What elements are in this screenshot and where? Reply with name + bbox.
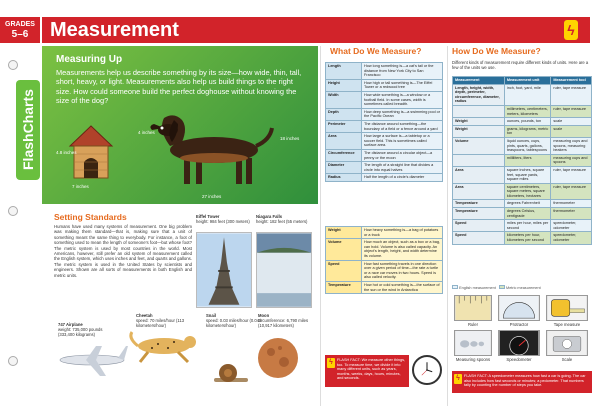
flash-fact-text: FLASH FACT: A speedometer measures how fast a car is going. The car also includes how fast seconds or minutes; a pedometer. That numbers tally by counting the number of steps you take. (464, 374, 586, 388)
definition-cell: How much an object, such as a box or a bag, can hold. Volume is also called capacity. An object's length, height, and width determine its volume. (362, 239, 443, 260)
measurement-units-table (452, 76, 592, 245)
flashcharts-logo: FlashCharts (16, 80, 40, 180)
term-cell: Circumference (326, 149, 362, 161)
measurement-cell: Length, height, width, depth, perimeter, circumference, diameter, radius (453, 84, 505, 105)
measurement-cell: Area (453, 166, 505, 183)
definition-cell: How fast something travels in one direction over a given period of time—the rate a turtle or a race car moves in two hours. Speed is also called velocity. (362, 260, 443, 281)
legend (452, 285, 541, 290)
unit-cell: square inches, square feet, square yards, square miles (504, 166, 550, 183)
unit-cell: millimeters, centimeters, meters, kilometers (504, 105, 550, 117)
flash-fact-text: FLASH FACT: We measure other things, too. To measure time, we divide it into many different units, such as years, months, weeks, days, hours, minutes, and seconds. (337, 358, 406, 381)
tool-cell: thermometer (551, 208, 592, 220)
speedometer-image (498, 330, 540, 356)
table-row (326, 281, 443, 293)
snail-label: Snail speed: 0.03 miles/hour (0.048 kilometers/hour) (206, 313, 262, 328)
dimension-label: 7 inches (72, 184, 89, 189)
title-bar (42, 17, 590, 43)
binder-hole (8, 206, 18, 216)
definition-cell: How large a surface is—a tabletop or a soccer field. This is sometimes called surface area. (362, 133, 443, 150)
table-row (326, 91, 443, 108)
what-measure-table-yellow (325, 226, 443, 294)
table-row (326, 120, 443, 132)
ruler-image (454, 295, 492, 321)
niagara-falls-photo (256, 232, 312, 308)
measurement-cell: Area (453, 183, 505, 200)
eiffel-tower-photo (196, 232, 252, 308)
unit-cell: square centimeters, square meters, square kilometers, hectares (504, 183, 550, 200)
column-header: Measurement tool (551, 77, 592, 85)
unit-cell: miles per hour, miles per second (504, 220, 550, 232)
grades-range: 5–6 (11, 29, 29, 40)
table-row (326, 239, 443, 260)
dimension-label: 4.8 inches (56, 150, 77, 155)
term-cell: Volume (326, 239, 362, 260)
scale-image (546, 330, 588, 356)
binder-hole (8, 60, 18, 70)
column-divider (447, 46, 448, 406)
lightning-bolt-icon: ϟ (327, 358, 335, 368)
column-header: Measurement (453, 77, 505, 85)
table-row (453, 166, 592, 183)
tool-label: Protractor (509, 322, 529, 327)
measuring-up-intro: Measurements help us describe something by its size—how wide, thin, tall, short, heavy, or light. Measurements also help us build things to the right size. How could someone build the perfect doghouse without knowing the size of the dog? (56, 68, 302, 106)
table-row (326, 162, 443, 174)
eiffel-tower-label: Eiffel Tower height: 984 feet (300 meters) (196, 214, 250, 224)
protractor-image (498, 295, 540, 321)
term-cell: Radius (326, 174, 362, 182)
niagara-falls-label: Niagara Falls height: 182 feet (55 meters) (256, 214, 308, 224)
term-cell: Depth (326, 108, 362, 120)
legend-metric: Metric measurement (506, 286, 541, 290)
unit-cell: degrees Celsius, centigrade (504, 208, 550, 220)
airplane-label: 747 Airplane weight: 735,000 pounds (333,400 kilograms) (58, 322, 103, 337)
term-cell: Length (326, 63, 362, 80)
tool-cell: ruler, tape measure (551, 166, 592, 183)
what-measure-table-blue (325, 62, 443, 182)
flash-fact-speedometer (452, 371, 592, 393)
how-measure-intro: Different kinds of measurement require different kinds of units. Here are a few of the units we use. (452, 60, 589, 71)
legend-english: English measurement (459, 286, 496, 290)
dimension-label: 4 inches (138, 130, 155, 135)
table-row (326, 149, 443, 161)
term-cell: Height (326, 79, 362, 91)
airplane-image (56, 340, 128, 378)
term-cell: Area (326, 133, 362, 150)
tool-label: Scale (561, 357, 573, 362)
unit-cell: grams, kilograms, metric ton (504, 125, 550, 137)
tool-label: Tape measure (553, 322, 581, 327)
page-title: Measurement (50, 19, 179, 41)
measurement-cell: Speed (453, 220, 505, 232)
table-row (453, 200, 592, 208)
table-row (326, 108, 443, 120)
cheetah-label: Cheetah speed: 70 miles/hour (113 kilometers/hour) (136, 313, 185, 328)
tool-cell: scale (551, 125, 592, 137)
lightning-bolt-icon: ϟ (564, 20, 578, 40)
tool-label: Ruler (467, 322, 478, 327)
table-row (326, 63, 443, 80)
measurement-cell (453, 105, 505, 117)
table-row (453, 208, 592, 220)
flash-fact-time (325, 355, 409, 387)
tool-label: Measuring spoons (455, 357, 491, 362)
table-row (453, 84, 592, 105)
measurement-cell: Speed (453, 232, 505, 244)
term-cell: Weight (326, 227, 362, 239)
tool-label: Speedometer (506, 357, 532, 362)
definition-cell: How heavy something is—a bag of potatoes or a truck (362, 227, 443, 239)
measurement-cell: Weight (453, 125, 505, 137)
unit-cell: inch, foot, yard, mile (504, 84, 550, 105)
measurement-cell: Volume (453, 137, 505, 154)
grades-badge (0, 17, 40, 43)
term-cell: Diameter (326, 162, 362, 174)
table-row (326, 133, 443, 150)
unit-cell: milliliters, liters (504, 154, 550, 166)
definition-cell: The length of a straight line that divides a circle into equal halves (362, 162, 443, 174)
tool-cell: scale (551, 118, 592, 126)
tool-cell: measuring cups and spoons, measuring beakers (551, 137, 592, 154)
legend-swatch-english (452, 285, 458, 289)
tool-cell: measuring cups and spoons (551, 154, 592, 166)
measuring-up-panel (42, 46, 318, 204)
tape-measure-image (546, 295, 588, 321)
dimension-label: 27 inches (202, 194, 222, 199)
setting-standards-heading: Setting Standards (54, 212, 127, 222)
lightning-bolt-icon: ϟ (454, 374, 462, 384)
term-cell: Perimeter (326, 120, 362, 132)
table-row (453, 154, 592, 166)
measuring-spoons-image (454, 330, 492, 356)
dimension-label: 18 inches (280, 136, 300, 141)
column-divider (320, 46, 321, 406)
tool-cell: ruler, tape measure (551, 183, 592, 200)
binder-hole (8, 356, 18, 366)
table-row (326, 79, 443, 91)
how-do-we-measure-heading: How Do We Measure? (452, 46, 541, 56)
table-row (326, 227, 443, 239)
table-row (326, 260, 443, 281)
column-header: Measurement unit (504, 77, 550, 85)
unit-cell: kilometers per hour, kilometers per second (504, 232, 550, 244)
term-cell: Width (326, 91, 362, 108)
tool-cell: ruler, tape measure (551, 105, 592, 117)
setting-standards-text: Humans have used many systems of measurement. One big problem was making them standard—that is, making sure that a unit of something meant the same thing to everybody. For instance, a foot of something used to mean the length of someone's foot—but whose foot? The metric system is used by most countries in the world. Most Americans, however, still prefer an old system of measurement called the English system, which uses inches and feet, and quarts and gallons. The metric system is used in the United States by scientists and engineers. Shown are all sorts of measurements in both English and metric units. (54, 224, 192, 278)
unit-cell: liquid ounces, cups, pints, quarts, gallons, teaspoons, tablespoons (504, 137, 550, 154)
definition-cell: Half the length of a circle's diameter (362, 174, 443, 182)
table-row (453, 232, 592, 244)
tool-cell: thermometer (551, 200, 592, 208)
tool-cell: ruler, tape measure (551, 84, 592, 105)
measurement-cell: Temperature (453, 208, 505, 220)
table-row (453, 137, 592, 154)
snail-image (210, 362, 250, 384)
unit-cell: degrees Fahrenheit (504, 200, 550, 208)
cheetah-image (128, 328, 202, 364)
term-cell: Temperature (326, 281, 362, 293)
legend-swatch-metric (499, 285, 505, 289)
measurement-cell: Weight (453, 118, 505, 126)
moon-label: Moon circumference: 6,790 miles (10,917 kilometers) (258, 313, 309, 328)
measuring-up-heading: Measuring Up (56, 54, 123, 65)
table-row (453, 183, 592, 200)
tool-cell: speedometer, odometer (551, 232, 592, 244)
definition-cell: The distance around a circular object—a penny or the moon (362, 149, 443, 161)
unit-cell: ounces, pounds, ton (504, 118, 550, 126)
definition-cell: How long something is—a cat's tail or the distance from New York City to San Francisco (362, 63, 443, 80)
definition-cell: How wide something is—a window or a football field. In some cases, width is sometimes called breadth. (362, 91, 443, 108)
table-row (453, 125, 592, 137)
table-row (453, 220, 592, 232)
definition-cell: How high or tall something is—The Eiffel Tower or a redwood tree (362, 79, 443, 91)
definition-cell: The distance around something—the boundary of a field or a fence around a yard (362, 120, 443, 132)
measurement-cell: Temperature (453, 200, 505, 208)
term-cell: Speed (326, 260, 362, 281)
definition-cell: How deep something is—a swimming pool or the Pacific Ocean (362, 108, 443, 120)
table-row (453, 105, 592, 117)
dachshund-dog-image (148, 106, 274, 190)
table-row (326, 174, 443, 182)
tool-cell: speedometer, odometer (551, 220, 592, 232)
definition-cell: How hot or cold something is—the surface of the sun or the wind in Antarctica (362, 281, 443, 293)
table-row (453, 118, 592, 126)
moon-image (256, 336, 300, 380)
measurement-cell (453, 154, 505, 166)
clock-icon (412, 355, 442, 385)
grades-label: GRADES (5, 21, 35, 28)
what-do-we-measure-heading: What Do We Measure? (330, 46, 422, 56)
